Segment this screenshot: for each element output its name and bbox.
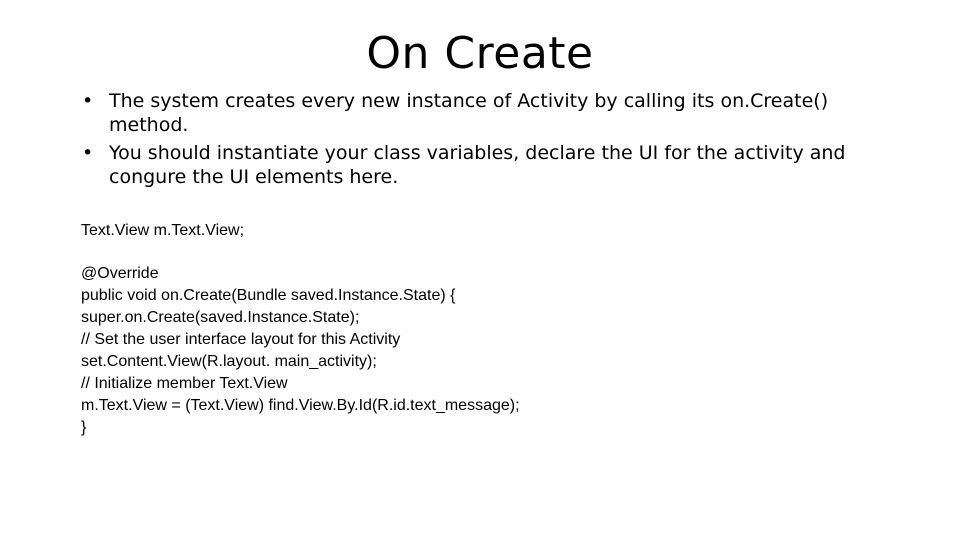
code-spacer — [81, 242, 901, 263]
bullet-marker: • — [82, 90, 94, 112]
code-declaration: Text.View m.Text.View; — [81, 222, 245, 239]
code-line-super-call: super.on.Create(saved.Instance.State); — [81, 309, 360, 326]
code-line-find-view: m.Text.View = (Text.View) find.View.By.Id(R.id.text_message); — [81, 397, 520, 414]
bullet-list — [82, 89, 902, 193]
code-line-set-content-view: set.Content.View(R.layout. main_activity); — [81, 353, 377, 370]
code-line-method-signature: public void on.Create(Bundle saved.Instance.State) { — [81, 287, 456, 304]
slide-title: On Create — [366, 28, 594, 79]
code-line-comment: // Initialize member Text.View — [81, 375, 288, 392]
bullet-item — [82, 141, 902, 189]
bullet-marker: • — [82, 142, 94, 164]
bullet-text: You should instantiate your class variables, declare the UI for the activity and congure the UI elements here. — [109, 142, 846, 188]
code-line-closing-brace: } — [81, 419, 87, 436]
code-block — [81, 220, 901, 439]
code-line-comment: // Set the user interface layout for this Activity — [81, 331, 401, 348]
code-line-annotation: @Override — [81, 265, 159, 282]
bullet-item — [82, 89, 902, 137]
bullet-text: The system creates every new instance of Activity by calling its on.Create() method. — [109, 90, 829, 136]
